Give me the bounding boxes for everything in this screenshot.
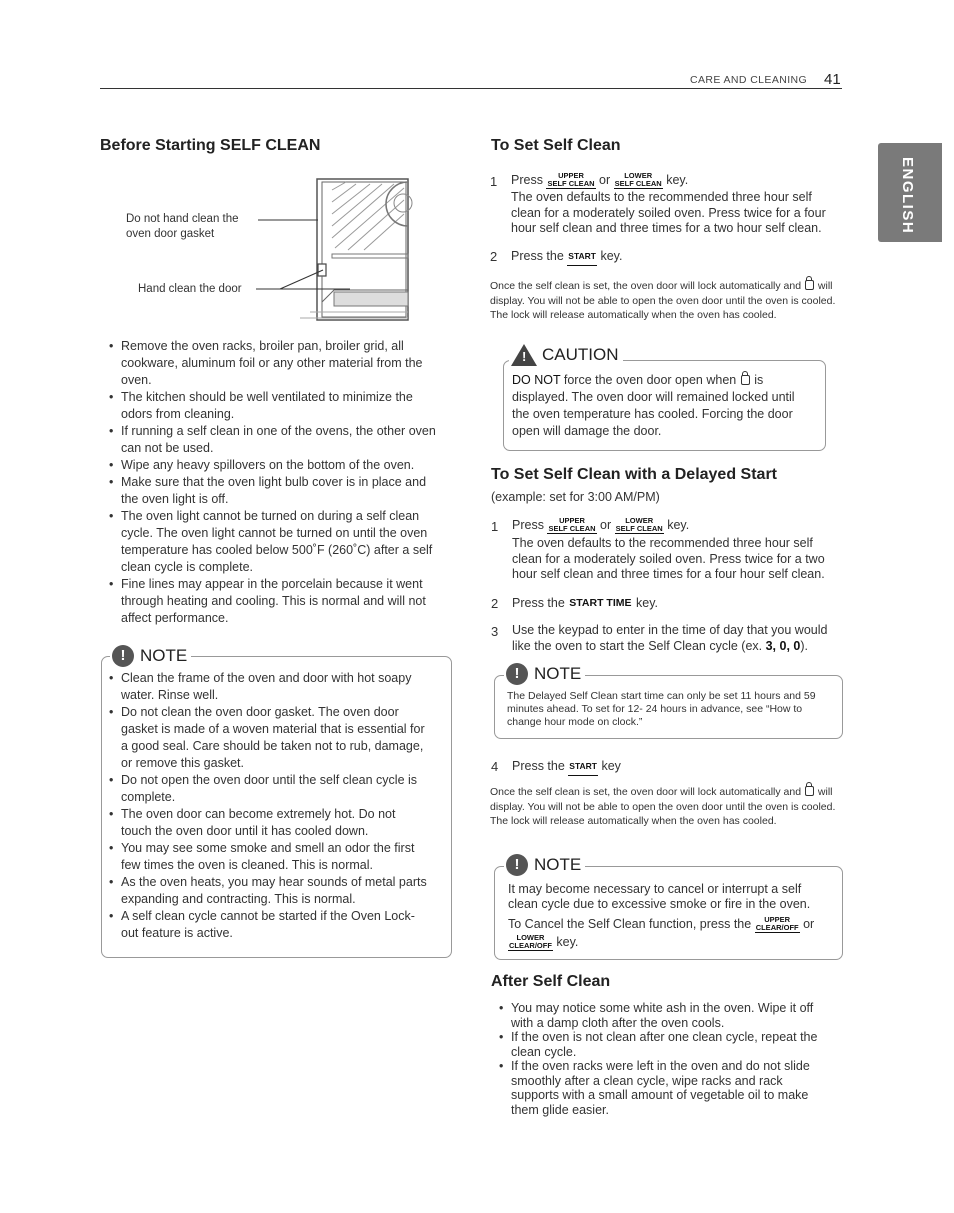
lock-icon	[805, 280, 814, 290]
step-text: Press the	[512, 596, 565, 610]
step-text: Press	[511, 173, 543, 187]
lower-self-clean-key: LOWER SELF CLEAN	[615, 516, 663, 534]
exclamation-icon: !	[506, 663, 528, 685]
note-title	[504, 663, 585, 685]
caution-text-b: is displayed. The oven door will remained locked until the oven temperature has cooled. Forcing the door open will damage the door.	[512, 373, 795, 438]
list-item: • The kitchen should be well ventilated to minimize the odors from cleaning.	[103, 389, 439, 423]
note-text: or	[803, 917, 815, 931]
header-divider	[100, 88, 842, 89]
figure-callout-gasket: Do not hand clean the oven door gasket	[126, 213, 239, 240]
list-item: • Do not clean the oven door gasket. The oven door gasket is made of a woven material that is essential for a good seal. Care should be taken not to rub, damage, or remove this gasket.	[103, 704, 429, 772]
list-item: • Clean the frame of the oven and door with hot soapy water. Rinse well.	[103, 670, 429, 704]
note-bullet-list	[103, 670, 429, 942]
delayed-step-2	[512, 595, 658, 612]
list-item: • Wipe any heavy spillovers on the bottom of the oven.	[103, 457, 439, 474]
running-header-section: CARE AND CLEANING	[690, 74, 808, 86]
language-tab	[878, 143, 942, 242]
cancel-note-text: It may become necessary to cancel or interrupt a self clean cycle due to excessive smoke or fire in the oven.	[508, 882, 811, 911]
step-text: Press the	[512, 759, 565, 773]
note-text: key.	[556, 935, 579, 950]
step-text: key.	[666, 173, 689, 187]
after-bullet-list	[493, 1001, 833, 1117]
lock-icon	[741, 375, 750, 385]
list-item: • As the oven heats, you may hear sounds of metal parts expanding and contracting. This is normal.	[103, 874, 429, 908]
oven-door-illustration	[120, 170, 420, 330]
lock-note-text: will display. You will not be able to open the oven door until the oven is cooled. The lock will release automatically when the oven has cooled.	[490, 786, 836, 827]
step-text: key.	[667, 518, 690, 532]
step-text: key	[601, 759, 621, 773]
list-item: • Remove the oven racks, broiler pan, broiler grid, all cookware, aluminum foil or any other material from the oven.	[103, 338, 439, 389]
before-bullet-list	[103, 338, 439, 627]
step-text: key.	[600, 249, 623, 263]
list-item: • A self clean cycle cannot be started if the Oven Lock-out feature is active.	[103, 908, 429, 942]
step-number: 1	[490, 174, 498, 189]
before-self-clean-heading: Before Starting SELF CLEAN	[100, 137, 321, 154]
start-key: START	[568, 758, 598, 776]
step-text: Press	[512, 518, 544, 532]
start-key: START	[567, 248, 597, 266]
start-time-key: START TIME	[569, 597, 632, 609]
delayed-step-4	[512, 758, 621, 776]
caution-strong: DO NOT	[512, 373, 561, 387]
after-self-clean-heading: After Self Clean	[491, 973, 611, 990]
delayed-example: (example: set for 3:00 AM/PM)	[491, 490, 660, 504]
lower-clear-off-key: LOWER CLEAR/OFF	[509, 933, 552, 951]
lock-note-2	[490, 785, 836, 829]
set-self-clean-heading: To Set Self Clean	[491, 137, 621, 154]
note-title	[110, 645, 191, 667]
language-tab-label: ENGLISH	[899, 157, 916, 235]
upper-self-clean-key: UPPER SELF CLEAN	[548, 516, 596, 534]
list-item: • Do not open the oven door until the self clean cycle is complete.	[103, 772, 429, 806]
lock-note-text: Once the self clean is set, the oven door will lock automatically and	[490, 786, 802, 798]
step-text: key.	[636, 596, 658, 610]
list-item: • Fine lines may appear in the porcelain because it went through heating and cooling. This is normal and will not affect performance.	[103, 576, 439, 627]
delayed-start-heading: To Set Self Clean with a Delayed Start	[491, 466, 777, 483]
list-item: • The oven light cannot be turned on during a self clean cycle. The oven light cannot be turned on until the oven temperature has cooled below 500˚F (260˚C) after a self clean cycle is complete.	[103, 508, 439, 576]
list-item: • If the oven racks were left in the oven and do not slide smoothly after a clean cycle, wipe racks and rack supports with a small amount of vegetable oil to make them glide easier.	[493, 1059, 833, 1117]
list-item: • If the oven is not clean after one clean cycle, repeat the clean cycle.	[493, 1030, 833, 1059]
note-text: To Cancel the Self Clean function, press the	[508, 917, 752, 931]
page-number: 41	[824, 71, 841, 88]
lock-note-text: will display. You will not be able to open the oven door until the oven is cooled. The lock will release automatically when the oven has cooled.	[490, 280, 836, 321]
step-text: Use the keypad to enter in the time of day that you would like the oven to start the Self Clean cycle (ex.	[512, 623, 828, 653]
lock-note-text: Once the self clean is set, the oven door will lock automatically and	[490, 280, 802, 292]
delayed-step-1-detail: The oven defaults to the recommended three hour self clean for a moderately soiled oven. Press twice for a two hour self clean and three times for a four hour self clean.	[512, 536, 825, 581]
upper-clear-off-key: UPPER CLEAR/OFF	[755, 915, 799, 933]
note-title	[504, 854, 585, 876]
list-item: • Make sure that the oven light bulb cover is in place and the oven light is off.	[103, 474, 439, 508]
set-step-1-detail: The oven defaults to the recommended three hour self clean for a moderately soiled oven. Press twice for a four hour self clean and three times for a two hour self clean.	[511, 190, 826, 235]
step-number: 1	[491, 519, 499, 534]
step-text: or	[599, 173, 611, 187]
caution-title	[509, 344, 623, 366]
caution-label: CAUTION	[542, 345, 619, 364]
list-item: • You may see some smoke and smell an odor the first few times the oven is cleaned. This is normal.	[103, 840, 429, 874]
number-keys: 3, 0, 0	[765, 638, 801, 653]
step-number: 4	[491, 759, 499, 774]
figure-callout-door: Hand clean the door	[138, 283, 242, 295]
lower-self-clean-key: LOWER SELF CLEAN	[614, 171, 662, 189]
set-step-1	[511, 172, 841, 189]
list-item: • The oven door can become extremely hot. Do not touch the oven door until it has cooled down.	[103, 806, 429, 840]
oven-door-figure	[120, 170, 420, 330]
note-label: NOTE	[140, 646, 188, 665]
exclamation-icon: !	[112, 645, 134, 667]
cancel-note-instruction	[508, 915, 828, 951]
set-step-2	[511, 248, 622, 266]
step-number: 2	[491, 596, 499, 611]
upper-self-clean-key: UPPER SELF CLEAN	[547, 171, 595, 189]
note-label: NOTE	[534, 855, 582, 874]
warning-icon: !	[511, 344, 537, 366]
caution-text	[512, 372, 812, 440]
delayed-note-text: The Delayed Self Clean start time can only be set 11 hours and 59 minutes ahead. To set for 12- 24 hours in advance, see “How to change hour mode on clock.”	[507, 690, 816, 728]
lock-icon	[805, 786, 814, 796]
list-item: • If running a self clean in one of the ovens, the other oven can not be used.	[103, 423, 439, 457]
delayed-step-3	[512, 623, 847, 654]
lock-note-1	[490, 279, 836, 323]
note-label: NOTE	[534, 664, 582, 683]
list-item: • You may notice some white ash in the oven. Wipe it off with a damp cloth after the oven cools.	[493, 1001, 833, 1030]
step-text: ).	[800, 638, 808, 653]
step-number: 3	[491, 624, 499, 639]
delayed-step-1	[512, 517, 842, 534]
step-text: Press the	[511, 249, 564, 263]
caution-text-a: force the oven door open when	[563, 373, 737, 387]
step-text: or	[600, 518, 612, 532]
exclamation-icon: !	[506, 854, 528, 876]
step-number: 2	[490, 249, 498, 264]
